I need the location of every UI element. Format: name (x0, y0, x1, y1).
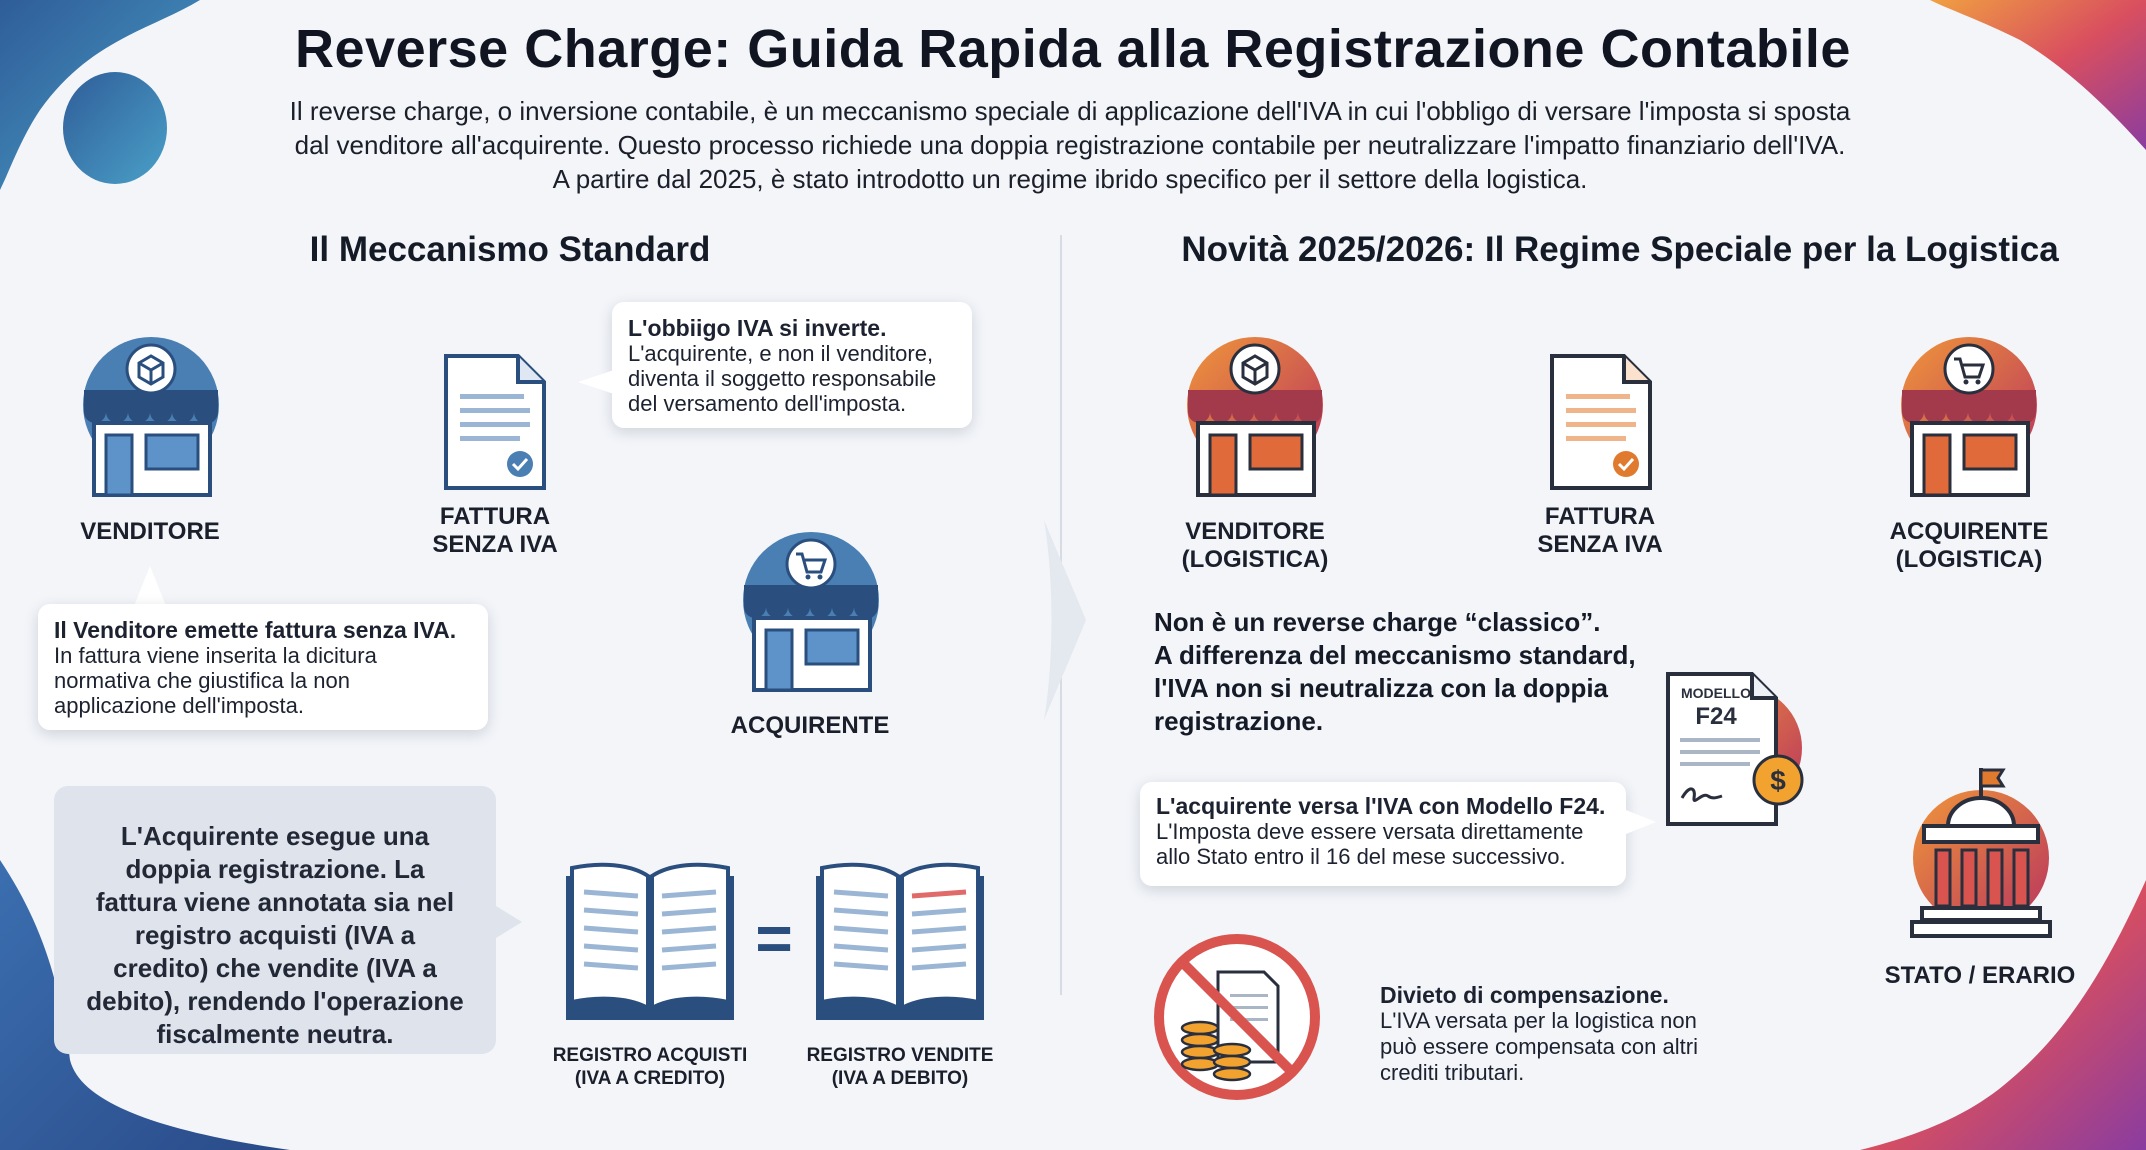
page-title: Reverse Charge: Guida Rapida alla Registrazione Contabile (295, 19, 1851, 79)
left-heading: Il Meccanismo Standard (309, 230, 711, 269)
state-label: STATO / ERARIO (1884, 962, 2076, 989)
no-offset-text (1380, 982, 1720, 1086)
f24-callout-body: L'Imposta deve essere versata direttamente allo Stato entro il 16 del mese successivo. (1156, 819, 1584, 869)
purchases-register-line-1: REGISTRO ACQUISTI (552, 1045, 748, 1066)
section-arrow (1040, 520, 1090, 720)
buyer-store-icon (726, 530, 896, 700)
sales-register-book-icon (810, 858, 990, 1028)
invoice-label (395, 503, 595, 559)
f24-callout (1140, 782, 1626, 886)
double-registration-tail (496, 906, 522, 938)
obligation-callout-tail (578, 370, 614, 394)
equals-sign: = (755, 902, 793, 974)
seller-callout-body: In fattura viene inserita la dicitura normativa che giustifica la non applicazione dell'imposta. (54, 643, 377, 718)
seller-callout-title: Il Venditore emette fattura senza IVA. (54, 617, 457, 643)
sales-register-label (790, 1044, 1010, 1090)
sales-register-line-1: REGISTRO VENDITE (806, 1045, 994, 1066)
logistics-invoice-label (1500, 503, 1700, 559)
not-classic-text (1154, 606, 1674, 738)
seller-callout (38, 604, 488, 730)
intro-line-2: dal venditore all'acquirente. Questo processo richiede una doppia registrazione contabile per neutralizzare l'impatto finanziario dell'IVA. (294, 130, 1846, 160)
intro-text (250, 94, 1890, 196)
logistics-invoice-document-icon (1546, 352, 1656, 492)
not-classic-title: Non è un reverse charge “classico”. (1154, 607, 1601, 637)
invoice-label-line-1: FATTURA (439, 503, 551, 530)
right-heading: Novità 2025/2026: Il Regime Speciale per la Logistica (1181, 230, 2059, 269)
double-registration-box: L'Acquirente esegue una doppia registrazione. La fattura viene annotata sia nel registro acquisti (IVA a credito) che vendite (IVA a debito), rendendo l'operazione fiscalmente neutra. (54, 786, 496, 1054)
blob-top-left-oval (60, 68, 170, 188)
not-classic-body: A differenza del meccanismo standard, l'IVA non si neutralizza con la doppia registrazione. (1154, 640, 1636, 736)
f24-callout-title: L'acquirente versa l'IVA con Modello F24. (1156, 793, 1606, 819)
buyer-label: ACQUIRENTE (730, 712, 890, 739)
logistics-invoice-line-2: SENZA IVA (1537, 531, 1663, 558)
obligation-callout (612, 302, 972, 428)
intro-line-1: Il reverse charge, o inversione contabile, è un meccanismo speciale di applicazione dell'IVA in cui l'obbligo di versare l'imposta si sposta (289, 96, 1851, 126)
sales-register-line-2: (IVA A DEBITO) (831, 1068, 969, 1089)
logistics-buyer-label (1864, 518, 2074, 574)
obligation-title: L'obbiigo IVA si inverte. (628, 315, 887, 341)
logistics-seller-label (1150, 518, 1360, 574)
f24-form-line-1: MODELLO (1681, 685, 1751, 701)
purchases-register-line-2: (IVA A CREDITO) (574, 1068, 726, 1089)
seller-label: VENDITORE (80, 518, 220, 545)
logistics-seller-line-1: VENDITORE (1185, 518, 1325, 545)
logistics-seller-line-2: (LOGISTICA) (1181, 546, 1329, 573)
invoice-document-icon (440, 352, 550, 492)
seller-callout-tail (134, 566, 166, 606)
logistics-buyer-line-2: (LOGISTICA) (1895, 546, 2043, 573)
no-offset-icon (1152, 932, 1322, 1102)
logistics-seller-store-icon (1170, 335, 1340, 505)
obligation-body: L'acquirente, e non il venditore, diventa il soggetto responsabile del versamento dell'imposta. (628, 341, 937, 416)
f24-form-line-2: F24 (1695, 703, 1737, 730)
purchases-register-label (540, 1044, 760, 1090)
logistics-buyer-line-1: ACQUIRENTE (1889, 518, 2049, 545)
invoice-label-line-2: SENZA IVA (432, 531, 558, 558)
no-offset-title: Divieto di compensazione. (1380, 982, 1669, 1008)
seller-store-icon (66, 335, 236, 505)
state-building-icon (1896, 766, 2066, 950)
svg-text:$: $ (1770, 765, 1786, 796)
f24-form-icon (1648, 668, 1808, 836)
logistics-invoice-line-1: FATTURA (1544, 503, 1656, 530)
f24-callout-tail (1626, 810, 1656, 834)
purchases-register-book-icon (560, 858, 740, 1028)
intro-line-3: A partire dal 2025, è stato introdotto un regime ibrido specifico per il settore della logistica. (552, 164, 1588, 194)
logistics-buyer-store-icon (1884, 335, 2054, 505)
no-offset-body: L'IVA versata per la logistica non può essere compensata con altri crediti tributari. (1380, 1008, 1698, 1085)
